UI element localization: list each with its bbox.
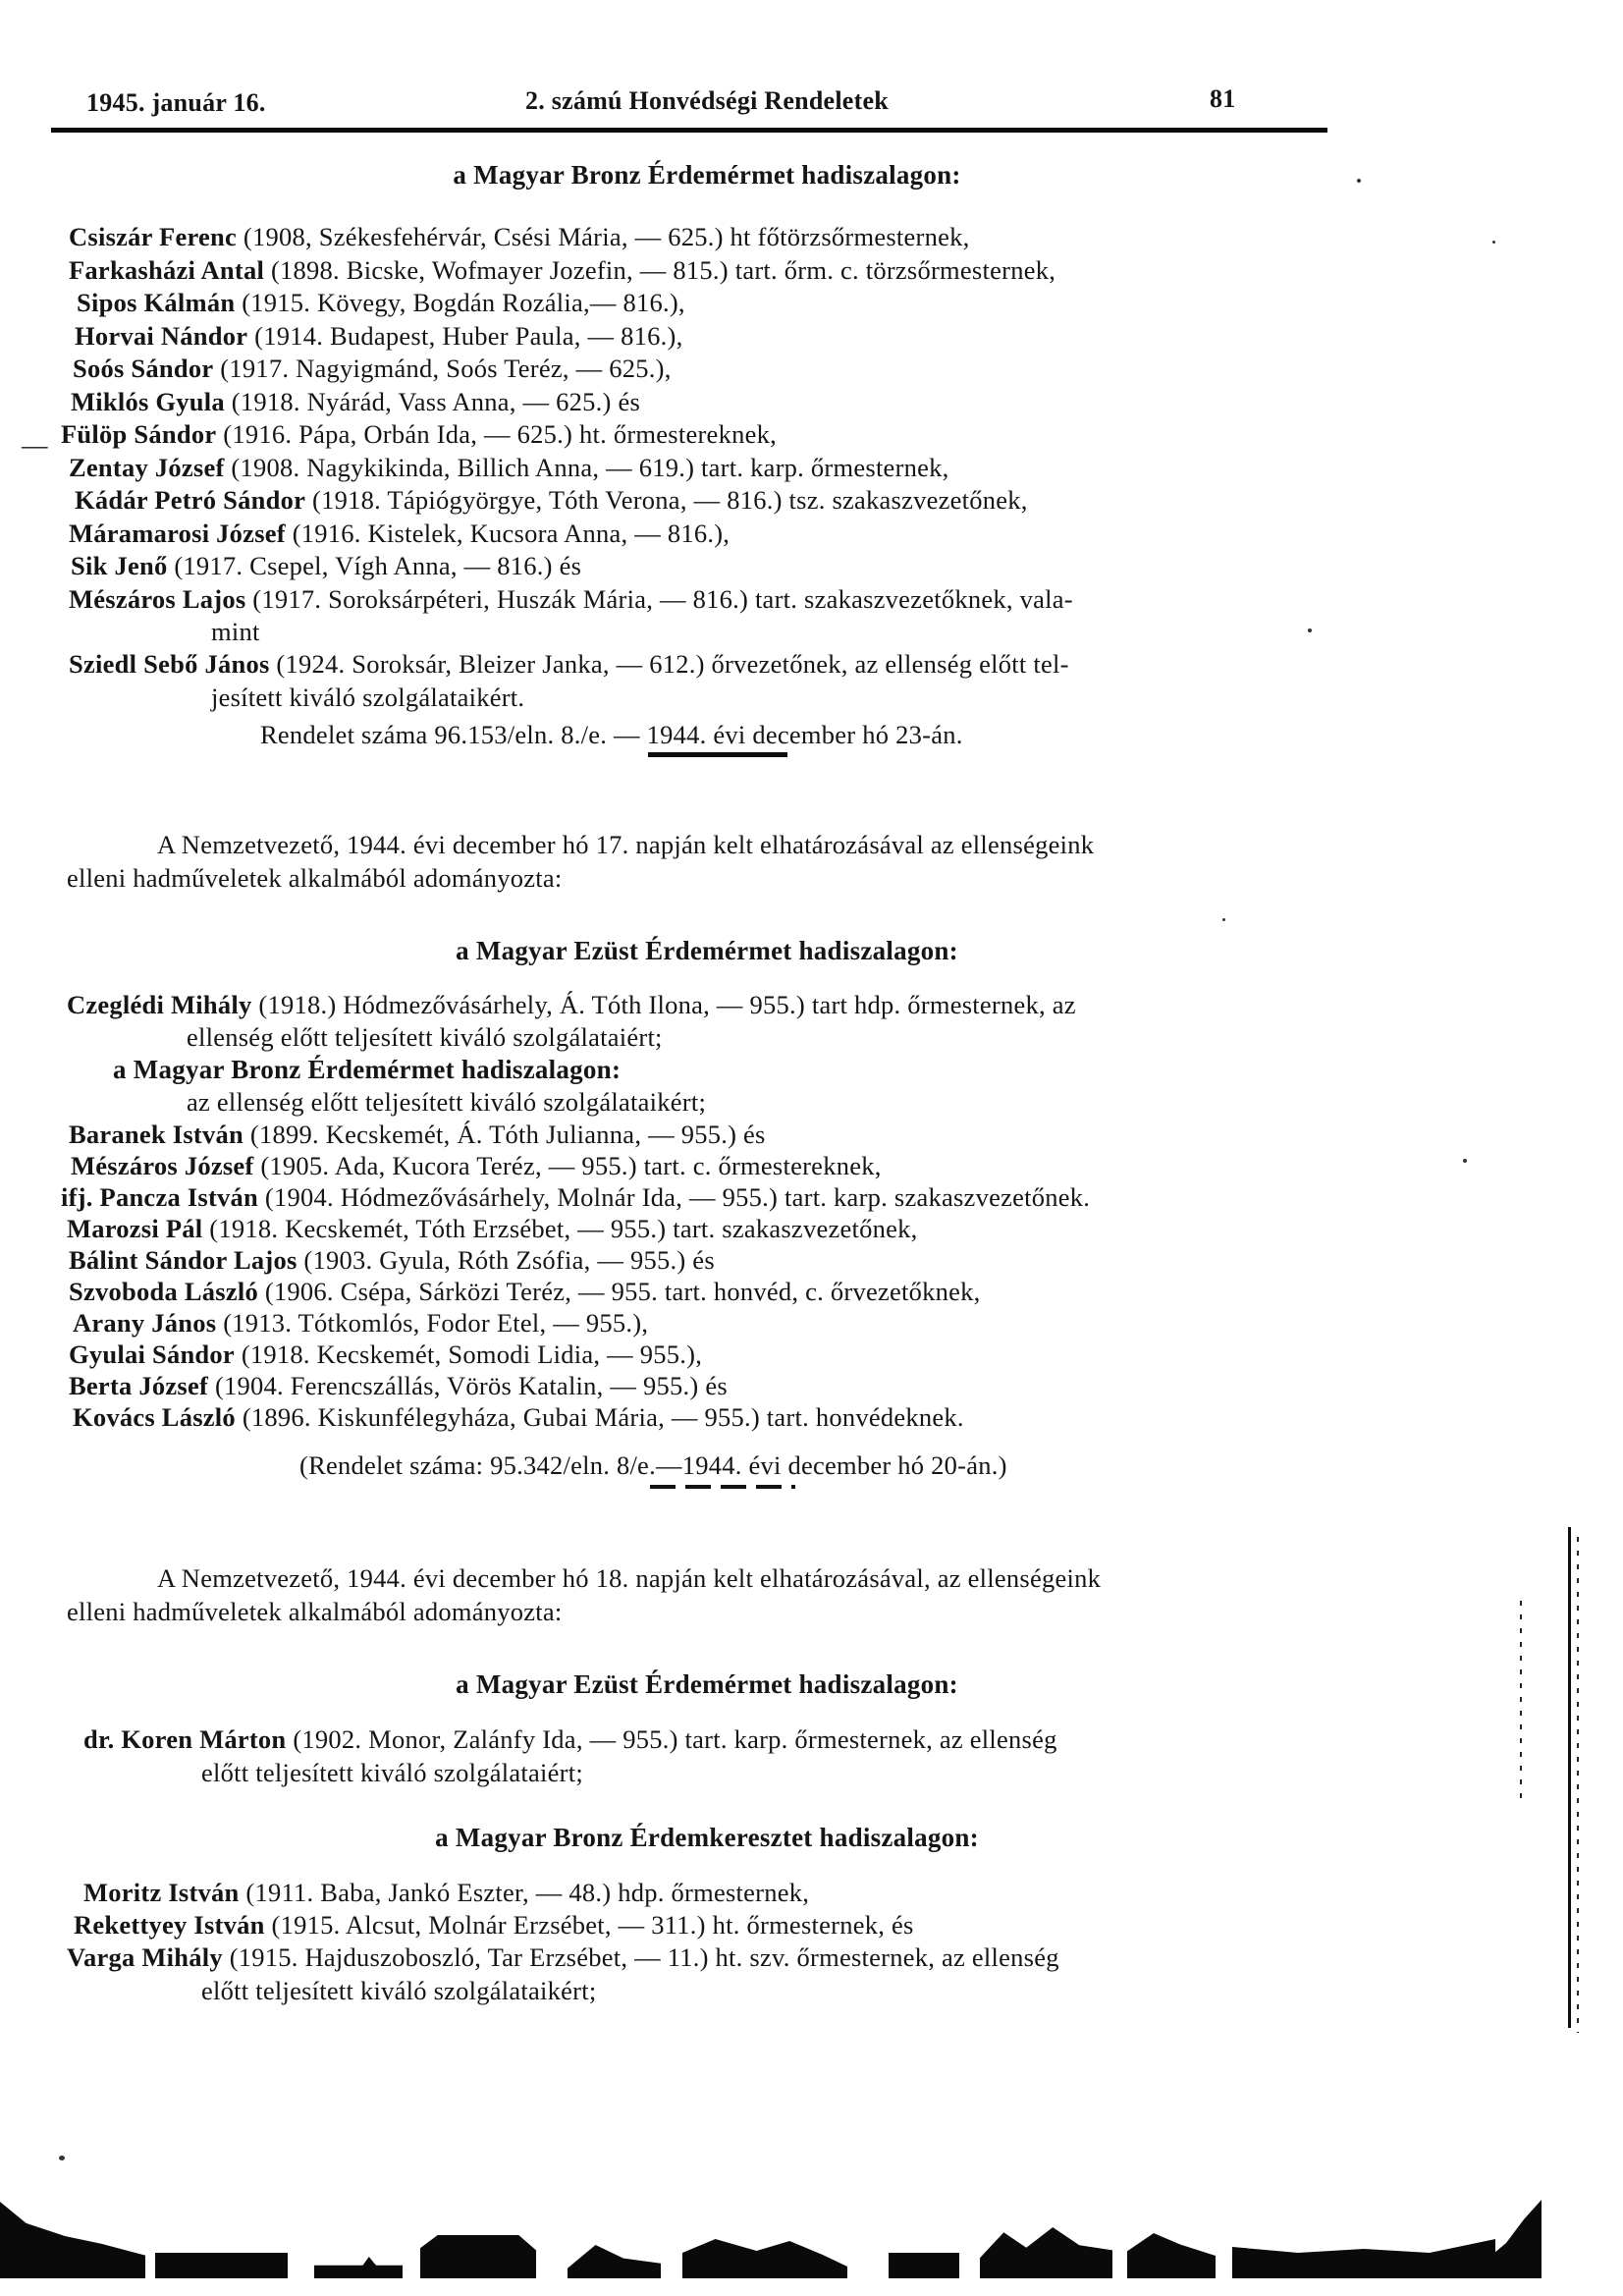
intro-paragraph-line: elleni hadműveletek alkalmából adományozta: <box>67 863 563 893</box>
decree-number: (Rendelet száma: 95.342/eln. 8/e.—1944. évi december hó 20-án.) <box>299 1450 1007 1480</box>
award-entry <box>69 453 949 482</box>
entry-name: Kádár Petró Sándor <box>75 485 306 515</box>
entry-name: Marozsi Pál <box>67 1214 203 1243</box>
entry-text: (1918. Kecskemét, Tóth Erzsébet, — 955.) tart. szakaszvezetőnek, <box>202 1214 918 1243</box>
entry-text: (1905. Ada, Kucora Teréz, — 955.) tart. c. őrmestereknek, <box>253 1151 882 1180</box>
entry-text: (1917. Soroksárpéteri, Huszák Mária, — 816.) tart. szakaszvezetőknek, vala- <box>245 584 1073 614</box>
award-entry <box>71 551 581 580</box>
scan-blob <box>420 2235 536 2278</box>
header-date: 1945. január 16. <box>86 88 266 117</box>
scan-blob <box>0 2202 145 2278</box>
award-entry <box>75 321 683 351</box>
entry-text: (1904. Ferencszállás, Vörös Katalin, — 955.) és <box>208 1371 728 1400</box>
entry-continuation: mint <box>211 617 260 646</box>
intro-paragraph-line: A Nemzetvezető, 1944. évi december hó 17. napján kelt elhatározásával az ellenségeink <box>157 830 1095 859</box>
scan-artifact-vertical-line <box>1568 1527 1571 2028</box>
section-heading-silver-medal: a Magyar Ezüst Érdemérmet hadiszalagon: <box>456 936 958 965</box>
margin-annotation-dash: — <box>22 430 48 460</box>
section-heading-bronze-medal: a Magyar Bronz Érdemérmet hadiszalagon: <box>113 1055 622 1084</box>
award-entry <box>69 1339 702 1369</box>
entry-name: Sipos Kálmán <box>77 288 236 317</box>
entry-text: (1903. Gyula, Róth Zsófia, — 955.) és <box>297 1245 715 1275</box>
scan-speck <box>1308 629 1312 632</box>
award-note: az ellenség előtt teljesített kiváló szolgálataikért; <box>187 1087 707 1117</box>
scan-speck <box>1463 1159 1467 1163</box>
award-entry <box>67 990 1076 1019</box>
award-entry <box>61 419 777 449</box>
scan-artifact-vertical-line <box>1520 1601 1522 1807</box>
entry-text: (1913. Tótkomlós, Fodor Etel, — 955.), <box>216 1308 649 1338</box>
section-divider <box>648 752 787 757</box>
entry-text: (1918.) Hódmezővásárhely, Á. Tóth Ilona, — 955.) tart hdp. őrmesternek, az <box>251 990 1076 1019</box>
entry-continuation: jesített kiváló szolgálataikért. <box>211 683 525 712</box>
entry-continuation: előtt teljesített kiváló szolgálataiért; <box>201 1758 583 1787</box>
scan-artifact-vertical-line <box>1577 1537 1579 2033</box>
entry-name: Moritz István <box>83 1878 240 1907</box>
entry-name: Csiszár Ferenc <box>69 222 238 251</box>
entry-name: Soós Sándor <box>73 354 214 383</box>
entry-name: Kovács László <box>73 1402 236 1432</box>
entry-text: (1918. Kecskemét, Somodi Lidia, — 955.), <box>234 1339 703 1369</box>
award-entry <box>83 1724 1057 1754</box>
scan-speck <box>1222 918 1225 921</box>
scan-blob <box>1127 2233 1216 2278</box>
header-title: 2. számú Honvédségi Rendeletek <box>524 86 890 115</box>
award-entry <box>69 584 1073 614</box>
scan-speck <box>1492 241 1495 244</box>
entry-text: (1917. Csepel, Vígh Anna, — 816.) és <box>167 551 582 580</box>
scan-speck <box>1357 179 1361 183</box>
entry-text: (1914. Budapest, Huber Paula, — 816.), <box>247 321 683 351</box>
entry-continuation: előtt teljesített kiváló szolgálataikért; <box>201 1976 597 2005</box>
entry-text: (1918. Tápiógyörgye, Tóth Verona, — 816.) tsz. szakaszvezetőnek, <box>305 485 1028 515</box>
award-entry <box>73 1308 648 1338</box>
header-page-number: 81 <box>1210 84 1236 113</box>
entry-text: (1908. Nagykikinda, Billich Anna, — 619.) tart. karp. őrmesternek, <box>224 453 949 482</box>
award-entry <box>69 1371 728 1400</box>
entry-text: (1915. Hajduszoboszló, Tar Erzsébet, — 11.) ht. szv. őrmesternek, az ellenség <box>222 1942 1059 1972</box>
award-entry <box>74 1910 914 1940</box>
award-entry <box>67 1942 1059 1972</box>
scan-blob <box>980 2227 1112 2278</box>
entry-name: Farkasházi Antal <box>69 255 265 285</box>
award-entry <box>71 387 640 416</box>
section-heading-bronze-cross: a Magyar Bronz Érdemkeresztet hadiszalagon: <box>435 1823 979 1852</box>
scan-blob <box>155 2253 288 2278</box>
scan-blob <box>568 2245 661 2278</box>
entry-name: Mészáros Lajos <box>69 584 246 614</box>
award-entry <box>61 1182 1090 1212</box>
entry-name: Gyulai Sándor <box>69 1339 235 1369</box>
entry-text: (1915. Alcsut, Molnár Erzsébet, — 311.) ht. őrmesternek, és <box>264 1910 914 1940</box>
scan-artifact-bottom-band <box>0 2190 1623 2278</box>
entry-continuation: ellenség előtt teljesített kiváló szolgálataiért; <box>187 1022 663 1052</box>
entry-name: Berta József <box>69 1371 209 1400</box>
section-heading-silver-medal: a Magyar Ezüst Érdemérmet hadiszalagon: <box>456 1669 958 1699</box>
entry-text: (1916. Pápa, Orbán Ida, — 625.) ht. őrmestereknek, <box>216 419 777 449</box>
decree-number: Rendelet száma 96.153/eln. 8./e. — 1944. évi december hó 23-án. <box>260 720 963 749</box>
entry-name: Sziedl Sebő János <box>69 649 270 679</box>
award-entry <box>69 649 1069 679</box>
scan-blob <box>314 2257 403 2278</box>
entry-name: Miklós Gyula <box>71 387 225 416</box>
award-entry <box>69 1245 715 1275</box>
award-entry <box>69 519 730 548</box>
award-entry <box>73 1402 964 1432</box>
entry-name: Arany János <box>73 1308 217 1338</box>
section-divider <box>650 1485 795 1489</box>
entry-text: (1902. Monor, Zalánfy Ida, — 955.) tart. karp. őrmesternek, az ellenség <box>286 1724 1057 1754</box>
entry-name: Horvai Nándor <box>75 321 248 351</box>
entry-name: Szvoboda László <box>69 1277 258 1306</box>
scan-blob <box>1483 2200 1542 2278</box>
entry-text: (1899. Kecskemét, Á. Tóth Julianna, — 955.) és <box>243 1120 766 1149</box>
entry-text: (1898. Bicske, Wofmayer Jozefin, — 815.) tart. őrm. c. törzsőrmesternek, <box>264 255 1056 285</box>
entry-name: Fülöp Sándor <box>61 419 217 449</box>
entry-name: Varga Mihály <box>67 1942 223 1972</box>
entry-name: Czeglédi Mihály <box>67 990 252 1019</box>
scan-blob <box>682 2239 847 2278</box>
award-entry <box>83 1878 809 1907</box>
entry-name: Máramarosi József <box>69 519 286 548</box>
entry-name: ifj. Pancza István <box>61 1182 259 1212</box>
entry-name: Sik Jenő <box>71 551 168 580</box>
entry-text: (1917. Nagyigmánd, Soós Teréz, — 625.), <box>213 354 672 383</box>
entry-name: Zentay József <box>69 453 225 482</box>
entry-text: (1916. Kistelek, Kucsora Anna, — 816.), <box>285 519 730 548</box>
entry-name: dr. Koren Márton <box>83 1724 287 1754</box>
entry-text: (1906. Csépa, Sárközi Teréz, — 955. tart. honvéd, c. őrvezetőknek, <box>257 1277 981 1306</box>
header-rule <box>51 128 1327 133</box>
award-entry <box>69 222 969 251</box>
award-entry <box>67 1214 917 1243</box>
award-entry <box>77 288 685 317</box>
section-heading-bronze-medal: a Magyar Bronz Érdemérmet hadiszalagon: <box>453 160 961 190</box>
entry-text: (1911. Baba, Jankó Eszter, — 48.) hdp. őrmesternek, <box>239 1878 810 1907</box>
award-entry <box>69 1120 766 1149</box>
entry-name: Mészáros József <box>71 1151 254 1180</box>
entry-text: (1896. Kiskunfélegyháza, Gubai Mária, — 955.) tart. honvédeknek. <box>235 1402 964 1432</box>
intro-paragraph-line: elleni hadműveletek alkalmából adományozta: <box>67 1597 563 1626</box>
entry-name: Rekettyey István <box>74 1910 265 1940</box>
award-entry <box>69 255 1055 285</box>
entry-text: (1918. Nyárád, Vass Anna, — 625.) és <box>224 387 641 416</box>
scan-speck <box>59 2156 65 2160</box>
entry-text: (1915. Kövegy, Bogdán Rozália,— 816.), <box>235 288 685 317</box>
award-entry <box>69 1277 981 1306</box>
award-entry <box>75 485 1028 515</box>
entry-name: Baranek István <box>69 1120 243 1149</box>
scan-blob <box>1232 2239 1495 2278</box>
entry-text: (1908, Székesfehérvár, Csési Mária, — 625.) ht főtörzsőrmesternek, <box>237 222 970 251</box>
award-entry <box>71 1151 882 1180</box>
award-entry <box>73 354 672 383</box>
entry-text: (1904. Hódmezővásárhely, Molnár Ida, — 955.) tart. karp. szakaszvezetőnek. <box>258 1182 1091 1212</box>
intro-paragraph-line: A Nemzetvezető, 1944. évi december hó 18. napján kelt elhatározásával, az ellenségeink <box>157 1563 1102 1593</box>
scan-blob <box>889 2253 959 2278</box>
entry-name: Bálint Sándor Lajos <box>69 1245 298 1275</box>
entry-text: (1924. Soroksár, Bleizer Janka, — 612.) őrvezetőnek, az ellenség előtt tel- <box>269 649 1069 679</box>
